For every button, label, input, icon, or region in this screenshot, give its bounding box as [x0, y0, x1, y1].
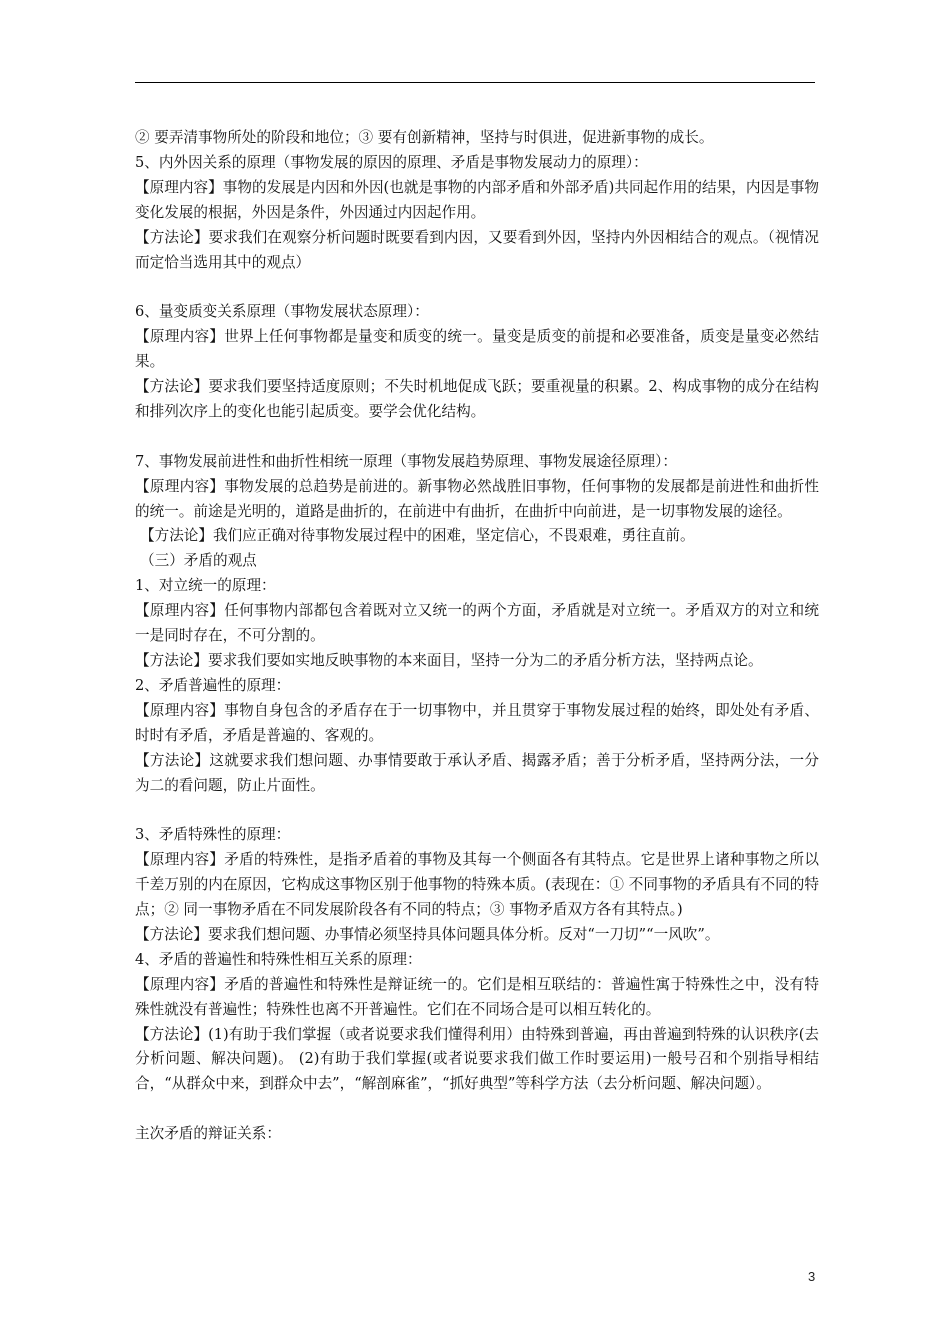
page-number: 3	[808, 1269, 816, 1284]
section-heading: 1、对立统一的原理：	[135, 577, 276, 595]
paragraph: 【原理内容】矛盾的普遍性和特殊性是辩证统一的。它们是相互联结的：普遍性寓于特殊性之中，没有特殊性就没有普遍性；特殊性也离不开普遍性。它们在不同场合是可以相互转化的。	[135, 975, 819, 1018]
paragraph: 【方法论】这就要求我们想问题、办事情要敢于承认矛盾、揭露矛盾；善于分析矛盾，坚持两分法，一分为二的看问题，防止片面性。	[135, 751, 819, 794]
paragraph: 【原理内容】事物的发展是内因和外因(也就是事物的内部矛盾和外部矛盾)共同起作用的结果，内因是事物变化发展的根据，外因是条件，外因通过内因起作用。	[135, 178, 819, 221]
header-rule	[135, 82, 815, 83]
paragraph: 【方法论】要求我们在观察分析问题时既要看到内因，又要看到外因，坚持内外因相结合的观点。（视情况而定恰当选用其中的观点）	[135, 228, 819, 271]
paragraph: 【原理内容】任何事物内部都包含着既对立又统一的两个方面，矛盾就是对立统一。矛盾双方的对立和统一是同时存在，不可分割的。	[135, 602, 819, 645]
blank-line	[135, 425, 819, 450]
section-heading: 3、矛盾特殊性的原理：	[135, 826, 291, 844]
blank-line	[135, 798, 819, 823]
paragraph: 【方法论】我们应正确对待事物发展过程中的困难，坚定信心，不畏艰难，勇往直前。	[140, 527, 695, 545]
paragraph: 【方法论】要求我们想问题、办事情必须坚持具体问题具体分析。反对“一刀切”“一风吹”。	[135, 925, 720, 943]
section-heading: 4、矛盾的普遍性和特殊性相互关系的原理：	[135, 950, 422, 968]
section-heading: （三）矛盾的观点	[140, 552, 257, 570]
section-heading: 主次矛盾的辩证关系：	[135, 1125, 281, 1143]
paragraph: 【原理内容】事物自身包含的矛盾存在于一切事物中，并且贯穿于事物发展过程的始终，即处处有矛盾、时时有矛盾，矛盾是普遍的、客观的。	[135, 701, 819, 744]
paragraph: 【方法论】要求我们要坚持适度原则；不失时机地促成飞跃；要重视量的积累。2、构成事物的成分在结构和排列次序上的变化也能引起质变。要学会优化结构。	[135, 378, 819, 420]
paragraph: 【原理内容】事物发展的总趋势是前进的。新事物必然战胜旧事物，任何事物的发展都是前进性和曲折性的统一。前途是光明的，道路是曲折的，在前进中有曲折，在曲折中向前进，是一切事物发展的途径。	[135, 477, 819, 520]
paragraph: 【方法论】(1)有助于我们掌握（或者说要求我们懂得利用）由特殊到普遍，再由普遍到特殊的认识秩序(去分析问题、解决问题)。 (2)有助于我们掌握(或者说要求我们做工作时要运用)一般号召和个别指导相结合，“从群众中来，到群众中去”，“解剖麻雀”，“抓好典型”等科学方法（去分析问题、解决问题）。	[135, 1025, 819, 1093]
paragraph: ② 要弄清事物所处的阶段和地位；③ 要有创新精神，坚持与时俱进，促进新事物的成长。	[135, 129, 714, 146]
paragraph: 【原理内容】世界上任何事物都是量变和质变的统一。量变是质变的前提和必要准备，质变是量变必然结果。	[135, 328, 819, 371]
blank-line	[135, 275, 819, 300]
section-heading: 2、矛盾普遍性的原理：	[135, 676, 291, 694]
paragraph: 【原理内容】矛盾的特殊性，是指矛盾着的事物及其每一个侧面各有其特点。它是世界上诸种事物之所以千差万别的内在原因，它构成这事物区别于他事物的特殊本质。(表现在：① 不同事物的矛盾具有不同的特点；② 同一事物矛盾在不同发展阶段各有不同的特点；③ 事物矛盾双方各有其特点。)	[135, 851, 819, 919]
document-body	[135, 126, 819, 1147]
section-heading: 6、量变质变关系原理（事物发展状态原理）：	[135, 303, 429, 321]
section-heading: 7、事物发展前进性和曲折性相统一原理（事物发展趋势原理、事物发展途径原理）：	[135, 452, 677, 470]
blank-line	[135, 1097, 819, 1122]
section-heading: 5、内外因关系的原理（事物发展的原因的原理、矛盾是事物发展动力的原理）：	[135, 153, 648, 171]
paragraph: 【方法论】要求我们要如实地反映事物的本来面目，坚持一分为二的矛盾分析方法，坚持两点论。	[135, 652, 763, 669]
